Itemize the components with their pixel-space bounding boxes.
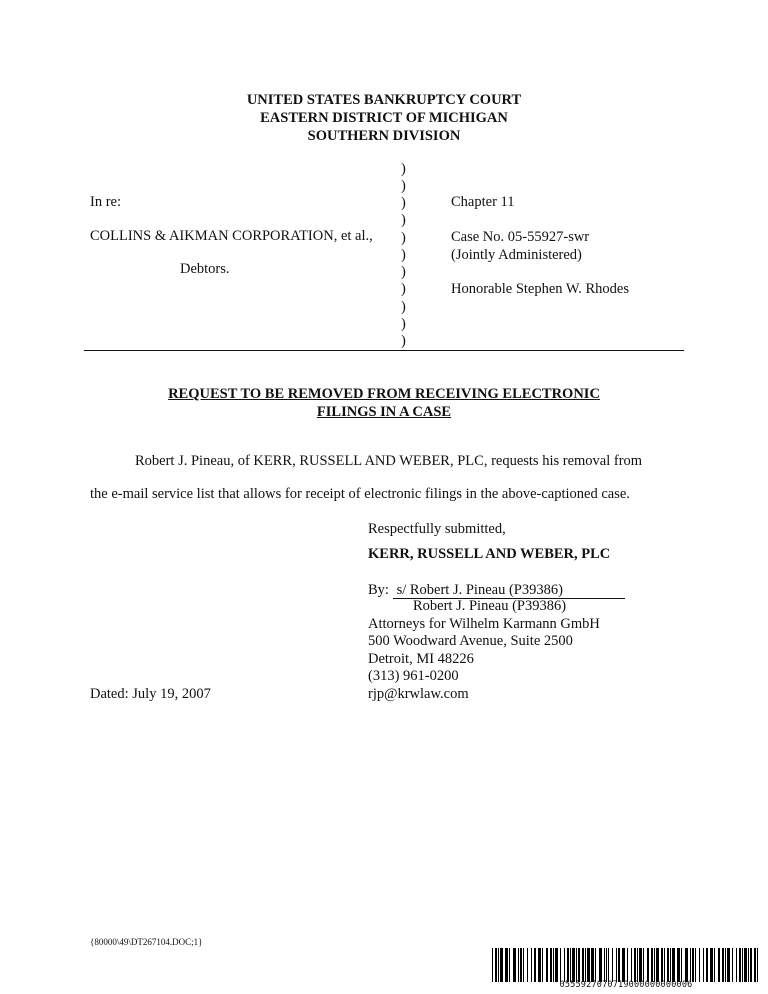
closing: Respectfully submitted, — [368, 521, 506, 537]
paren-mark: ) — [401, 299, 406, 315]
electronic-signature: s/ Robert J. Pineau (P39386) — [393, 583, 625, 599]
court-district: EASTERN DISTRICT OF MICHIGAN — [260, 110, 508, 126]
document-title-line-2: FILINGS IN A CASE — [316, 404, 452, 420]
case-number: Case No. 05-55927-swr — [451, 229, 590, 245]
paren-mark: ) — [401, 316, 406, 332]
barcode-number: 0555927070719000000000006 — [559, 980, 693, 990]
body-text-line-1: Robert J. Pineau, of KERR, RUSSELL AND WEBER, PLC, requests his removal from — [135, 453, 643, 469]
court-division: SOUTHERN DIVISION — [307, 128, 461, 144]
paren-mark: ) — [401, 195, 406, 211]
attorneys-for: Attorneys for Wilhelm Karmann GmbH — [368, 616, 600, 632]
phone: (313) 961-0200 — [368, 668, 459, 684]
address-line-1: 500 Woodward Avenue, Suite 2500 — [368, 633, 573, 649]
paren-mark: ) — [401, 264, 406, 280]
paren-mark: ) — [401, 333, 406, 349]
paren-mark: ) — [401, 281, 406, 297]
party-name: COLLINS & AIKMAN CORPORATION, et al., — [90, 228, 373, 244]
by-label: By: — [368, 582, 389, 598]
email: rjp@krwlaw.com — [368, 686, 469, 702]
paren-mark: ) — [401, 212, 406, 228]
jointly-administered: (Jointly Administered) — [451, 247, 582, 263]
dated: Dated: July 19, 2007 — [90, 686, 211, 702]
chapter: Chapter 11 — [451, 194, 515, 210]
barcode — [492, 948, 760, 982]
address-line-2: Detroit, MI 48226 — [368, 651, 474, 667]
paren-mark: ) — [401, 161, 406, 177]
judge-name: Honorable Stephen W. Rhodes — [451, 281, 630, 297]
document-title-line-1: REQUEST TO BE REMOVED FROM RECEIVING ELECTRONIC — [168, 386, 600, 402]
signature-line — [368, 582, 625, 599]
body-text-line-2: the e-mail service list that allows for receipt of electronic filings in the above-captioned case. — [90, 486, 630, 502]
attorney-name: Robert J. Pineau (P39386) — [413, 598, 567, 614]
firm-name: KERR, RUSSELL AND WEBER, PLC — [368, 546, 611, 562]
paren-mark: ) — [401, 247, 406, 263]
in-re-label: In re: — [90, 194, 121, 210]
document-id: {80000\49\DT267104.DOC;1} — [90, 937, 203, 947]
debtors-label: Debtors. — [180, 261, 230, 277]
paren-mark: ) — [401, 230, 406, 246]
caption-rule — [84, 350, 684, 351]
court-name: UNITED STATES BANKRUPTCY COURT — [246, 92, 522, 108]
paren-mark: ) — [401, 178, 406, 194]
